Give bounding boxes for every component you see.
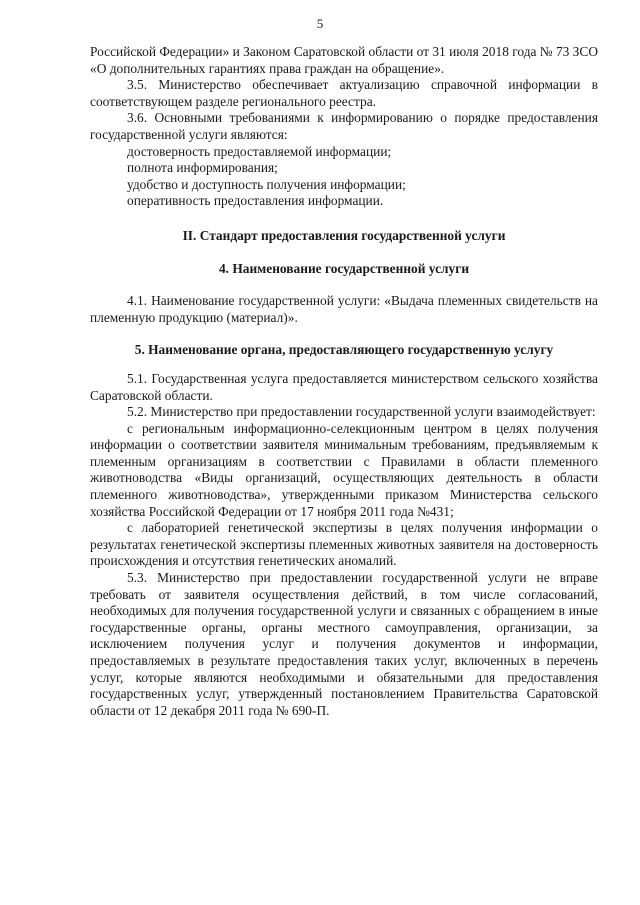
- paragraph: Российской Федерации» и Законом Саратовской области от 31 июля 2018 года № 73 ЗСО «О дополнительных гарантиях права граждан на обращение».: [90, 44, 598, 76]
- section-heading: 5. Наименование органа, предоставляющего государственную услугу: [134, 342, 554, 358]
- spacer: [90, 277, 598, 293]
- spacer: [90, 326, 598, 342]
- spacer: [90, 359, 598, 371]
- section-heading: II. Стандарт предоставления государственной услуги: [182, 227, 506, 243]
- spacer: [90, 210, 598, 228]
- list-item: достоверность предоставляемой информации;: [127, 143, 392, 159]
- paragraph: с лабораторией генетической экспертизы в целях получения информации о результатах генетической экспертизы племенных животных заявителя на достоверность происхождения и отсутствия генетических аномалий.: [90, 520, 598, 569]
- paragraph: 3.6. Основными требованиями к информированию о порядке предоставления государственной услуги являются:: [90, 110, 598, 142]
- page-number: 5: [316, 16, 324, 31]
- list-item: оперативность предоставления информации.: [127, 193, 384, 209]
- paragraph: с региональным информационно-селекционным центром в целях получения информации о соответствии заявителя минимальным требованиям, предъявляемым к племенным организациям в соответствии с Правилами в области племенного животноводства «Виды организаций, осуществляющих деятельность в области племенного животноводства», утвержденными приказом Министерства сельского хозяйства Российской Федерации от 17 ноября 2011 года №431;: [90, 420, 598, 519]
- document-body: [90, 44, 598, 719]
- section-heading: 4. Наименование государственной услуги: [218, 260, 470, 276]
- paragraph: 5.1. Государственная услуга предоставляется министерством сельского хозяйства Саратовской области.: [90, 370, 598, 403]
- paragraph: 5.3. Министерство при предоставлении государственной услуги не вправе требовать от заявителя осуществления действий, в том числе согласований, необходимых для получения государственной услуги и связанных с обращением в иные государственные органы, органы местного самоуправления, организации, за исключением получения услуг и получения документов и информации, предоставляемых в результате предоставления таких услуг, включенных в перечень услуг, которые являются необходимыми и обязательными для предоставления государственных услуг, утвержденный постановлением Правительства Саратовской области от 12 декабря 2011 года № 690-П.: [90, 570, 598, 718]
- paragraph: 5.2. Министерство при предоставлении государственной услуги взаимодействует:: [127, 404, 596, 420]
- list-item: удобство и доступность получения информации;: [127, 176, 406, 192]
- list-item: полнота информирования;: [127, 160, 278, 176]
- paragraph: 4.1. Наименование государственной услуги: «Выдача племенных свидетельств на племенную продукцию (материал)».: [90, 293, 598, 325]
- spacer: [90, 245, 598, 261]
- paragraph: 3.5. Министерство обеспечивает актуализацию справочной информации в соответствующем разделе регионального реестра.: [90, 77, 598, 109]
